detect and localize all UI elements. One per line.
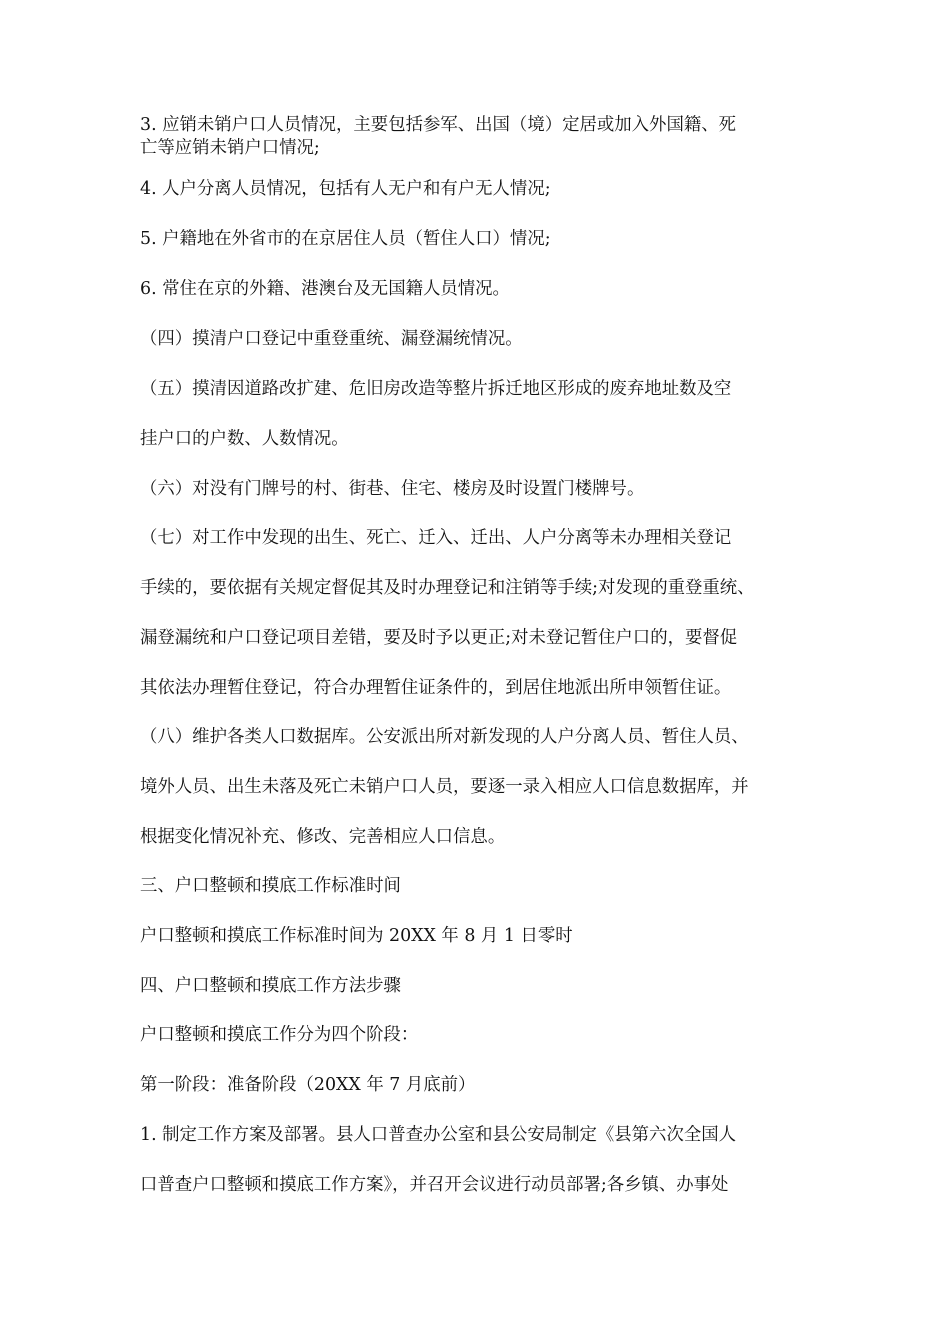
section-heading: 三、户口整顿和摸底工作标准时间 [140,876,401,896]
text-line: 6. 常住在京的外籍、港澳台及无国籍人员情况。 [140,279,510,299]
text-line: （四）摸清户口登记中重登重统、漏登漏统情况。 [140,329,523,349]
text-line: 1. 制定工作方案及部署。县人口普查办公室和县公安局制定《县第六次全国人 [140,1125,737,1145]
text-line: 境外人员、出生未落及死亡未销户口人员，要逐一录入相应人口信息数据库，并 [140,777,749,797]
text-line: 5. 户籍地在外省市的在京居住人员（暂住人口）情况; [140,229,551,249]
text-line: 根据变化情况补充、修改、完善相应人口信息。 [140,827,506,847]
text-line: 其依法办理暂住登记，符合办理暂住证条件的，到居住地派出所申领暂住证。 [140,678,732,698]
text-line: 口普查户口整顿和摸底工作方案》，并召开会议进行动员部署;各乡镇、办事处 [140,1175,729,1195]
text-line: 手续的，要依据有关规定督促其及时办理登记和注销等手续;对发现的重登重统、 [140,578,755,598]
text-line: 4. 人户分离人员情况，包括有人无户和有户无人情况; [140,179,551,199]
text-line: 户口整顿和摸底工作标准时间为 20XX 年 8 月 1 日零时 [140,926,573,946]
text-line: （五）摸清因道路改扩建、危旧房改造等整片拆迁地区形成的废弃地址数及空 [140,379,732,399]
text-line: 挂户口的户数、人数情况。 [140,429,349,449]
text-line: （八）维护各类人口数据库。公安派出所对新发现的人户分离人员、暂住人员、 [140,727,749,747]
text-line: 亡等应销未销户口情况; [140,138,320,158]
text-line: 3. 应销未销户口人员情况，主要包括参军、出国（境）定居或加入外国籍、死 [140,115,737,135]
text-line: 户口整顿和摸底工作分为四个阶段： [140,1025,419,1045]
text-line: 第一阶段：准备阶段（20XX 年 7 月底前） [140,1075,476,1095]
text-line: （七）对工作中发现的出生、死亡、迁入、迁出、人户分离等未办理相关登记 [140,528,732,548]
text-line: （六）对没有门牌号的村、街巷、住宅、楼房及时设置门楼牌号。 [140,479,645,499]
section-heading: 四、户口整顿和摸底工作方法步骤 [140,976,401,996]
text-line: 漏登漏统和户口登记项目差错，要及时予以更正;对未登记暂住户口的，要督促 [140,628,738,648]
